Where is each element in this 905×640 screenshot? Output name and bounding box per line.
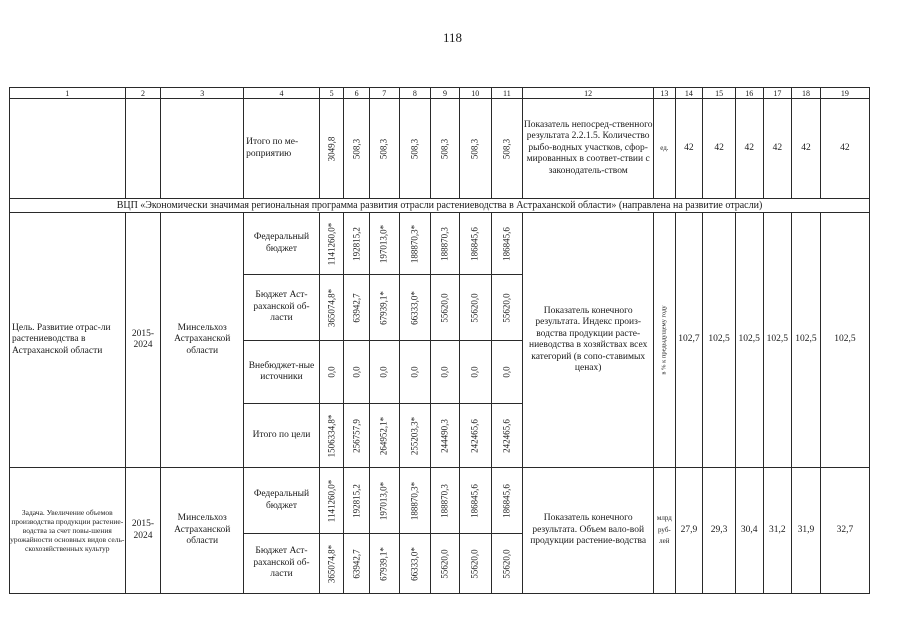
value: 186845,6: [469, 483, 480, 518]
column-number: 18: [792, 88, 821, 99]
value: 186845,6: [469, 226, 480, 261]
value-cell: [399, 468, 431, 534]
value: 197013,0*: [378, 224, 389, 263]
value-cell: [431, 99, 460, 199]
year-value: 102,5: [792, 213, 821, 468]
value: 255203,3*: [409, 416, 420, 455]
year-value: 42: [735, 99, 763, 199]
value: 186845,6: [501, 226, 512, 261]
value: 242465,6: [501, 418, 512, 453]
value: 0,0: [350, 366, 361, 378]
goal-name: Цель. Развитие отрас-ли растениеводства в Астраханской области: [10, 213, 126, 468]
column-number: 15: [703, 88, 736, 99]
value: 1506334,8*: [325, 414, 336, 457]
task-row: [10, 468, 870, 534]
column-number: 8: [399, 88, 431, 99]
empty-cell: [161, 99, 244, 199]
value: 0,0: [501, 366, 512, 378]
value: 0,0: [325, 366, 336, 378]
value-cell: [369, 99, 399, 199]
value: 508,3: [378, 138, 389, 159]
value: 1141260,0*: [325, 479, 336, 522]
program-title-row: [10, 199, 870, 213]
column-number: 14: [675, 88, 703, 99]
column-number: 1: [10, 88, 126, 99]
value: 0,0: [409, 366, 420, 378]
value: 365074,8*: [325, 288, 336, 327]
column-number: 6: [344, 88, 370, 99]
program-table: [9, 87, 870, 594]
value: 508,3: [350, 138, 361, 159]
value-cell: [344, 213, 370, 275]
value-cell: [319, 534, 344, 594]
value: 66333,0*: [409, 546, 420, 581]
year-value: 102,5: [763, 213, 792, 468]
value-cell: [491, 99, 523, 199]
task-indicator: Показатель конечного результата. Объем вало-вой продукции растение-водства: [523, 468, 654, 594]
year-value: 29,3: [703, 468, 736, 594]
value: 188870,3: [439, 226, 450, 261]
page-number: 118: [442, 30, 463, 45]
value: 188870,3*: [409, 224, 420, 263]
value-cell: [459, 213, 491, 275]
value: 67939,1*: [378, 290, 389, 325]
value: 365074,8*: [325, 544, 336, 583]
value: 256757,9: [350, 418, 361, 453]
value-cell: [459, 468, 491, 534]
column-number: 4: [244, 88, 320, 99]
value: 0,0: [469, 366, 480, 378]
value-cell: [369, 534, 399, 594]
column-number: 11: [491, 88, 523, 99]
value-cell: [369, 404, 399, 468]
task-unit: млрд руб-лей: [654, 468, 675, 594]
value: 508,3: [409, 138, 420, 159]
value: 63942,7: [350, 548, 361, 579]
goal-executor: Минсельхоз Астраханской области: [161, 213, 244, 468]
value: 3049,8: [325, 136, 336, 161]
value-cell: [399, 213, 431, 275]
task-executor: Минсельхоз Астраханской области: [161, 468, 244, 594]
value: 188870,3: [439, 483, 450, 518]
column-number: 12: [523, 88, 654, 99]
year-value: 102,5: [703, 213, 736, 468]
value-cell: [399, 534, 431, 594]
goal-indicator: Показатель конечного результата. Индекс произ-водства продукции расте-ниеводства в хозяйствах всех категорий (в сопо-ставимых ценах): [523, 213, 654, 468]
column-number: 5: [319, 88, 344, 99]
column-number: 17: [763, 88, 792, 99]
column-number: 16: [735, 88, 763, 99]
value: 55620,0: [439, 292, 450, 323]
value: 55620,0: [469, 548, 480, 579]
year-value: 42: [820, 99, 869, 199]
value-cell: [344, 341, 370, 404]
value-cell: [369, 468, 399, 534]
value-cell: [319, 213, 344, 275]
value: 188870,3*: [409, 481, 420, 520]
value-cell: [459, 341, 491, 404]
value-cell: [344, 275, 370, 341]
value: 55620,0: [439, 548, 450, 579]
year-value: 102,5: [735, 213, 763, 468]
funding-label: Федеральный бюджет: [244, 213, 320, 275]
value: 264952,1*: [378, 416, 389, 455]
goal-period: 2015-2024: [125, 213, 161, 468]
year-value: 31,9: [792, 468, 821, 594]
value-cell: [344, 99, 370, 199]
value-cell: [431, 275, 460, 341]
column-number-row: [10, 88, 870, 99]
value: 1141260,0*: [325, 222, 336, 265]
value: 508,3: [501, 138, 512, 159]
year-value: 27,9: [675, 468, 703, 594]
column-number: 2: [125, 88, 161, 99]
funding-label: Бюджет Аст-раханской об-ласти: [244, 534, 320, 594]
value-cell: [459, 275, 491, 341]
empty-cell: [10, 99, 126, 199]
value-cell: [491, 404, 523, 468]
year-value: 30,4: [735, 468, 763, 594]
value-cell: [459, 99, 491, 199]
empty-cell: [125, 99, 161, 199]
value-cell: [491, 275, 523, 341]
value-cell: [399, 99, 431, 199]
column-number: 19: [820, 88, 869, 99]
task-period: 2015-2024: [125, 468, 161, 594]
funding-label: Бюджет Аст-раханской об-ласти: [244, 275, 320, 341]
value-cell: [399, 341, 431, 404]
value: 186845,6: [501, 483, 512, 518]
value-cell: [369, 275, 399, 341]
value-cell: [369, 341, 399, 404]
value: 63942,7: [350, 292, 361, 323]
value: 197013,0*: [378, 481, 389, 520]
value: 0,0: [439, 366, 450, 378]
funding-label: Внебюджет-ные источники: [244, 341, 320, 404]
year-value: 31,2: [763, 468, 792, 594]
value-cell: [431, 341, 460, 404]
value-cell: [319, 468, 344, 534]
program-title: ВЦП «Экономически значимая региональная программа развития отрасли растениеводства в Астраханской области» (направлена на развитие отрасли): [10, 199, 870, 213]
goal-row: [10, 213, 870, 275]
goal-unit-cell: [654, 213, 675, 468]
value-cell: [431, 213, 460, 275]
column-number: 7: [369, 88, 399, 99]
value-cell: [369, 213, 399, 275]
value-cell: [431, 534, 460, 594]
value-cell: [319, 275, 344, 341]
year-value: 42: [703, 99, 736, 199]
row-label: Итого по ме-роприятию: [244, 99, 320, 199]
year-value: 102,5: [820, 213, 869, 468]
value-cell: [491, 341, 523, 404]
unit-cell: ед.: [654, 99, 675, 199]
column-number: 13: [654, 88, 675, 99]
value: 55620,0: [501, 548, 512, 579]
value-cell: [344, 404, 370, 468]
year-value: 42: [763, 99, 792, 199]
year-value: 42: [675, 99, 703, 199]
value-cell: [344, 534, 370, 594]
value-cell: [319, 341, 344, 404]
year-value: 32,7: [820, 468, 869, 594]
value-cell: [399, 275, 431, 341]
value: 67939,1*: [378, 546, 389, 581]
value: 192815,2: [350, 483, 361, 518]
value: 55620,0: [501, 292, 512, 323]
funding-label: Федеральный бюджет: [244, 468, 320, 534]
year-value: 42: [792, 99, 821, 199]
column-number: 10: [459, 88, 491, 99]
value: 55620,0: [469, 292, 480, 323]
indicator-text: Показатель непосред-ственного результата 2.2.1.5. Количество рыбо-водных участков, сфор-мированных в соответ-ствии с законодатель-ством: [523, 99, 654, 199]
funding-label: Итого по цели: [244, 404, 320, 468]
event-total-row: [10, 99, 870, 199]
goal-unit: в % к предыдущему году: [660, 305, 668, 375]
value-cell: [459, 404, 491, 468]
value: 192815,2: [350, 226, 361, 261]
year-value: 102,7: [675, 213, 703, 468]
value-cell: [431, 404, 460, 468]
value-cell: [459, 534, 491, 594]
value: 244490,3: [439, 418, 450, 453]
value: 508,3: [469, 138, 480, 159]
value-cell: [491, 213, 523, 275]
value-cell: [319, 99, 344, 199]
value: 0,0: [378, 366, 389, 378]
value: 242465,6: [469, 418, 480, 453]
value: 66333,0*: [409, 290, 420, 325]
value-cell: [319, 404, 344, 468]
value-cell: [491, 534, 523, 594]
value-cell: [491, 468, 523, 534]
column-number: 3: [161, 88, 244, 99]
value: 508,3: [439, 138, 450, 159]
value-cell: [431, 468, 460, 534]
value-cell: [399, 404, 431, 468]
task-name: Задача. Увеличение объемов производства продукции растение-водства за счет повы-шения урожайности основных видов сель-скохозяйственных культур: [10, 468, 126, 594]
value-cell: [344, 468, 370, 534]
column-number: 9: [431, 88, 460, 99]
